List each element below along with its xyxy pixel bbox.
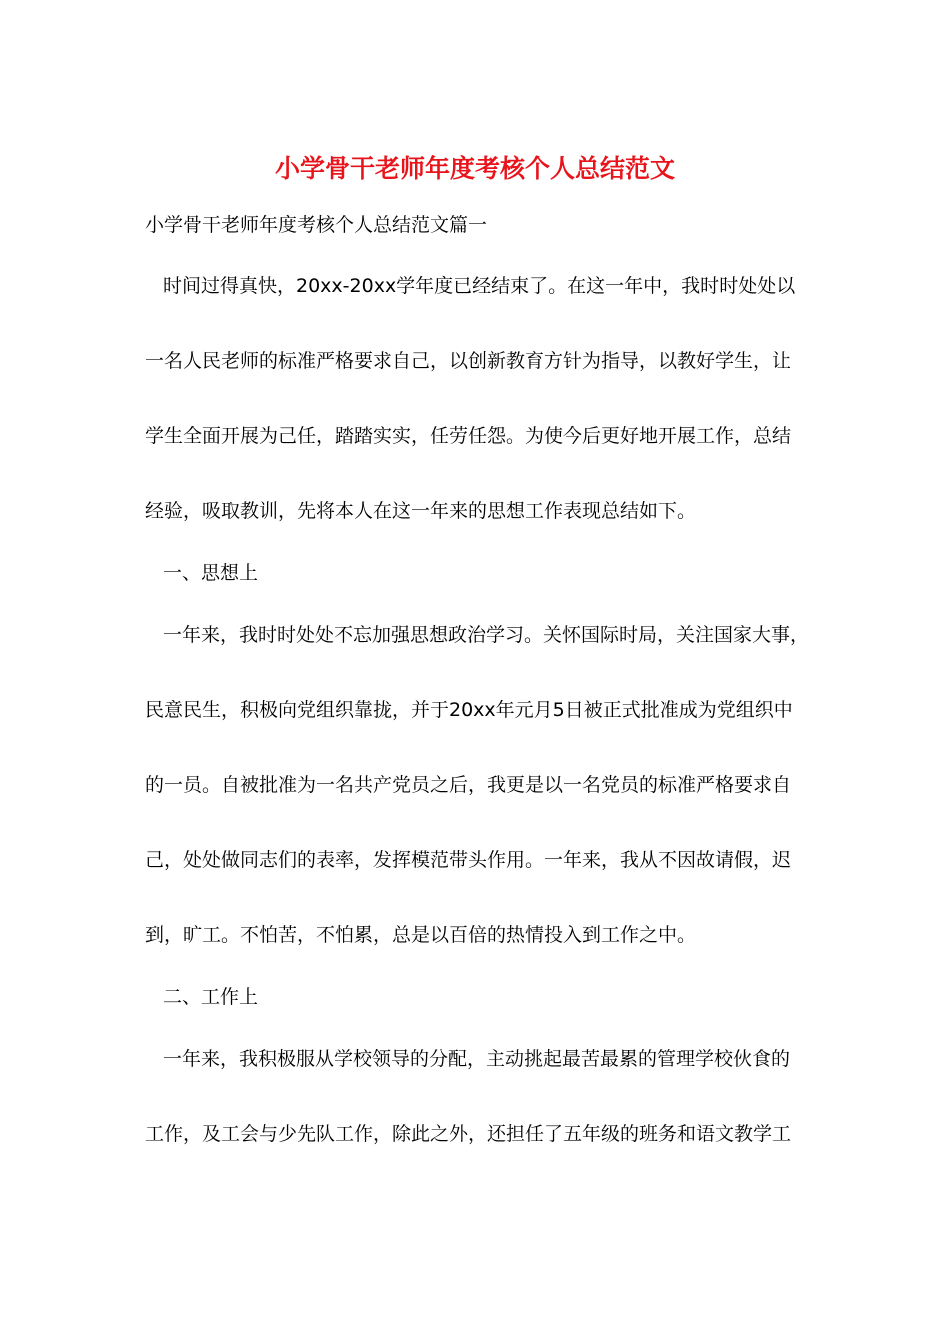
document-title: 小学骨干老师年度考核个人总结范文 (274, 154, 675, 183)
paragraph-line: 一年来，我积极服从学校领导的分配，主动挑起最苦最累的管理学校伙食的 (163, 1048, 791, 1070)
paragraph-line: 到，旷工。不怕苦，不怕累，总是以百倍的热情投入到工作之中。 (145, 924, 697, 946)
paragraph-line: 工作，及工会与少先队工作，除此之外，还担任了五年级的班务和语文教学工 (145, 1123, 792, 1145)
paragraph-line: 一年来，我时时处处不忘加强思想政治学习。关怀国际时局，关注国家大事， (163, 624, 810, 646)
section-heading: 一、思想上 (163, 562, 259, 584)
subtitle: 小学骨干老师年度考核个人总结范文篇一 (145, 214, 488, 236)
paragraph-line: 时间过得真快，20xx-20xx学年度已经结束了。在这一年中，我时时处处以 (163, 275, 796, 297)
paragraph-line: 学生全面开展为己任，踏踏实实，任劳任怨。为使今后更好地开展工作，总结 (145, 425, 792, 447)
paragraph-line: 一名人民老师的标准严格要求自己，以创新教育方针为指导，以教好学生，让 (145, 350, 792, 372)
paragraph-line: 的一员。自被批准为一名共产党员之后，我更是以一名党员的标准严格要求自 (145, 774, 792, 796)
section-heading: 二、工作上 (163, 986, 259, 1008)
paragraph-line: 经验，吸取教训，先将本人在这一年来的思想工作表现总结如下。 (145, 500, 697, 522)
paragraph-line: 民意民生，积极向党组织靠拢，并于20xx年元月5日被正式批准成为党组织中 (145, 699, 793, 721)
paragraph-line: 己，处处做同志们的表率，发挥模范带头作用。一年来，我从不因故请假，迟 (145, 849, 792, 871)
